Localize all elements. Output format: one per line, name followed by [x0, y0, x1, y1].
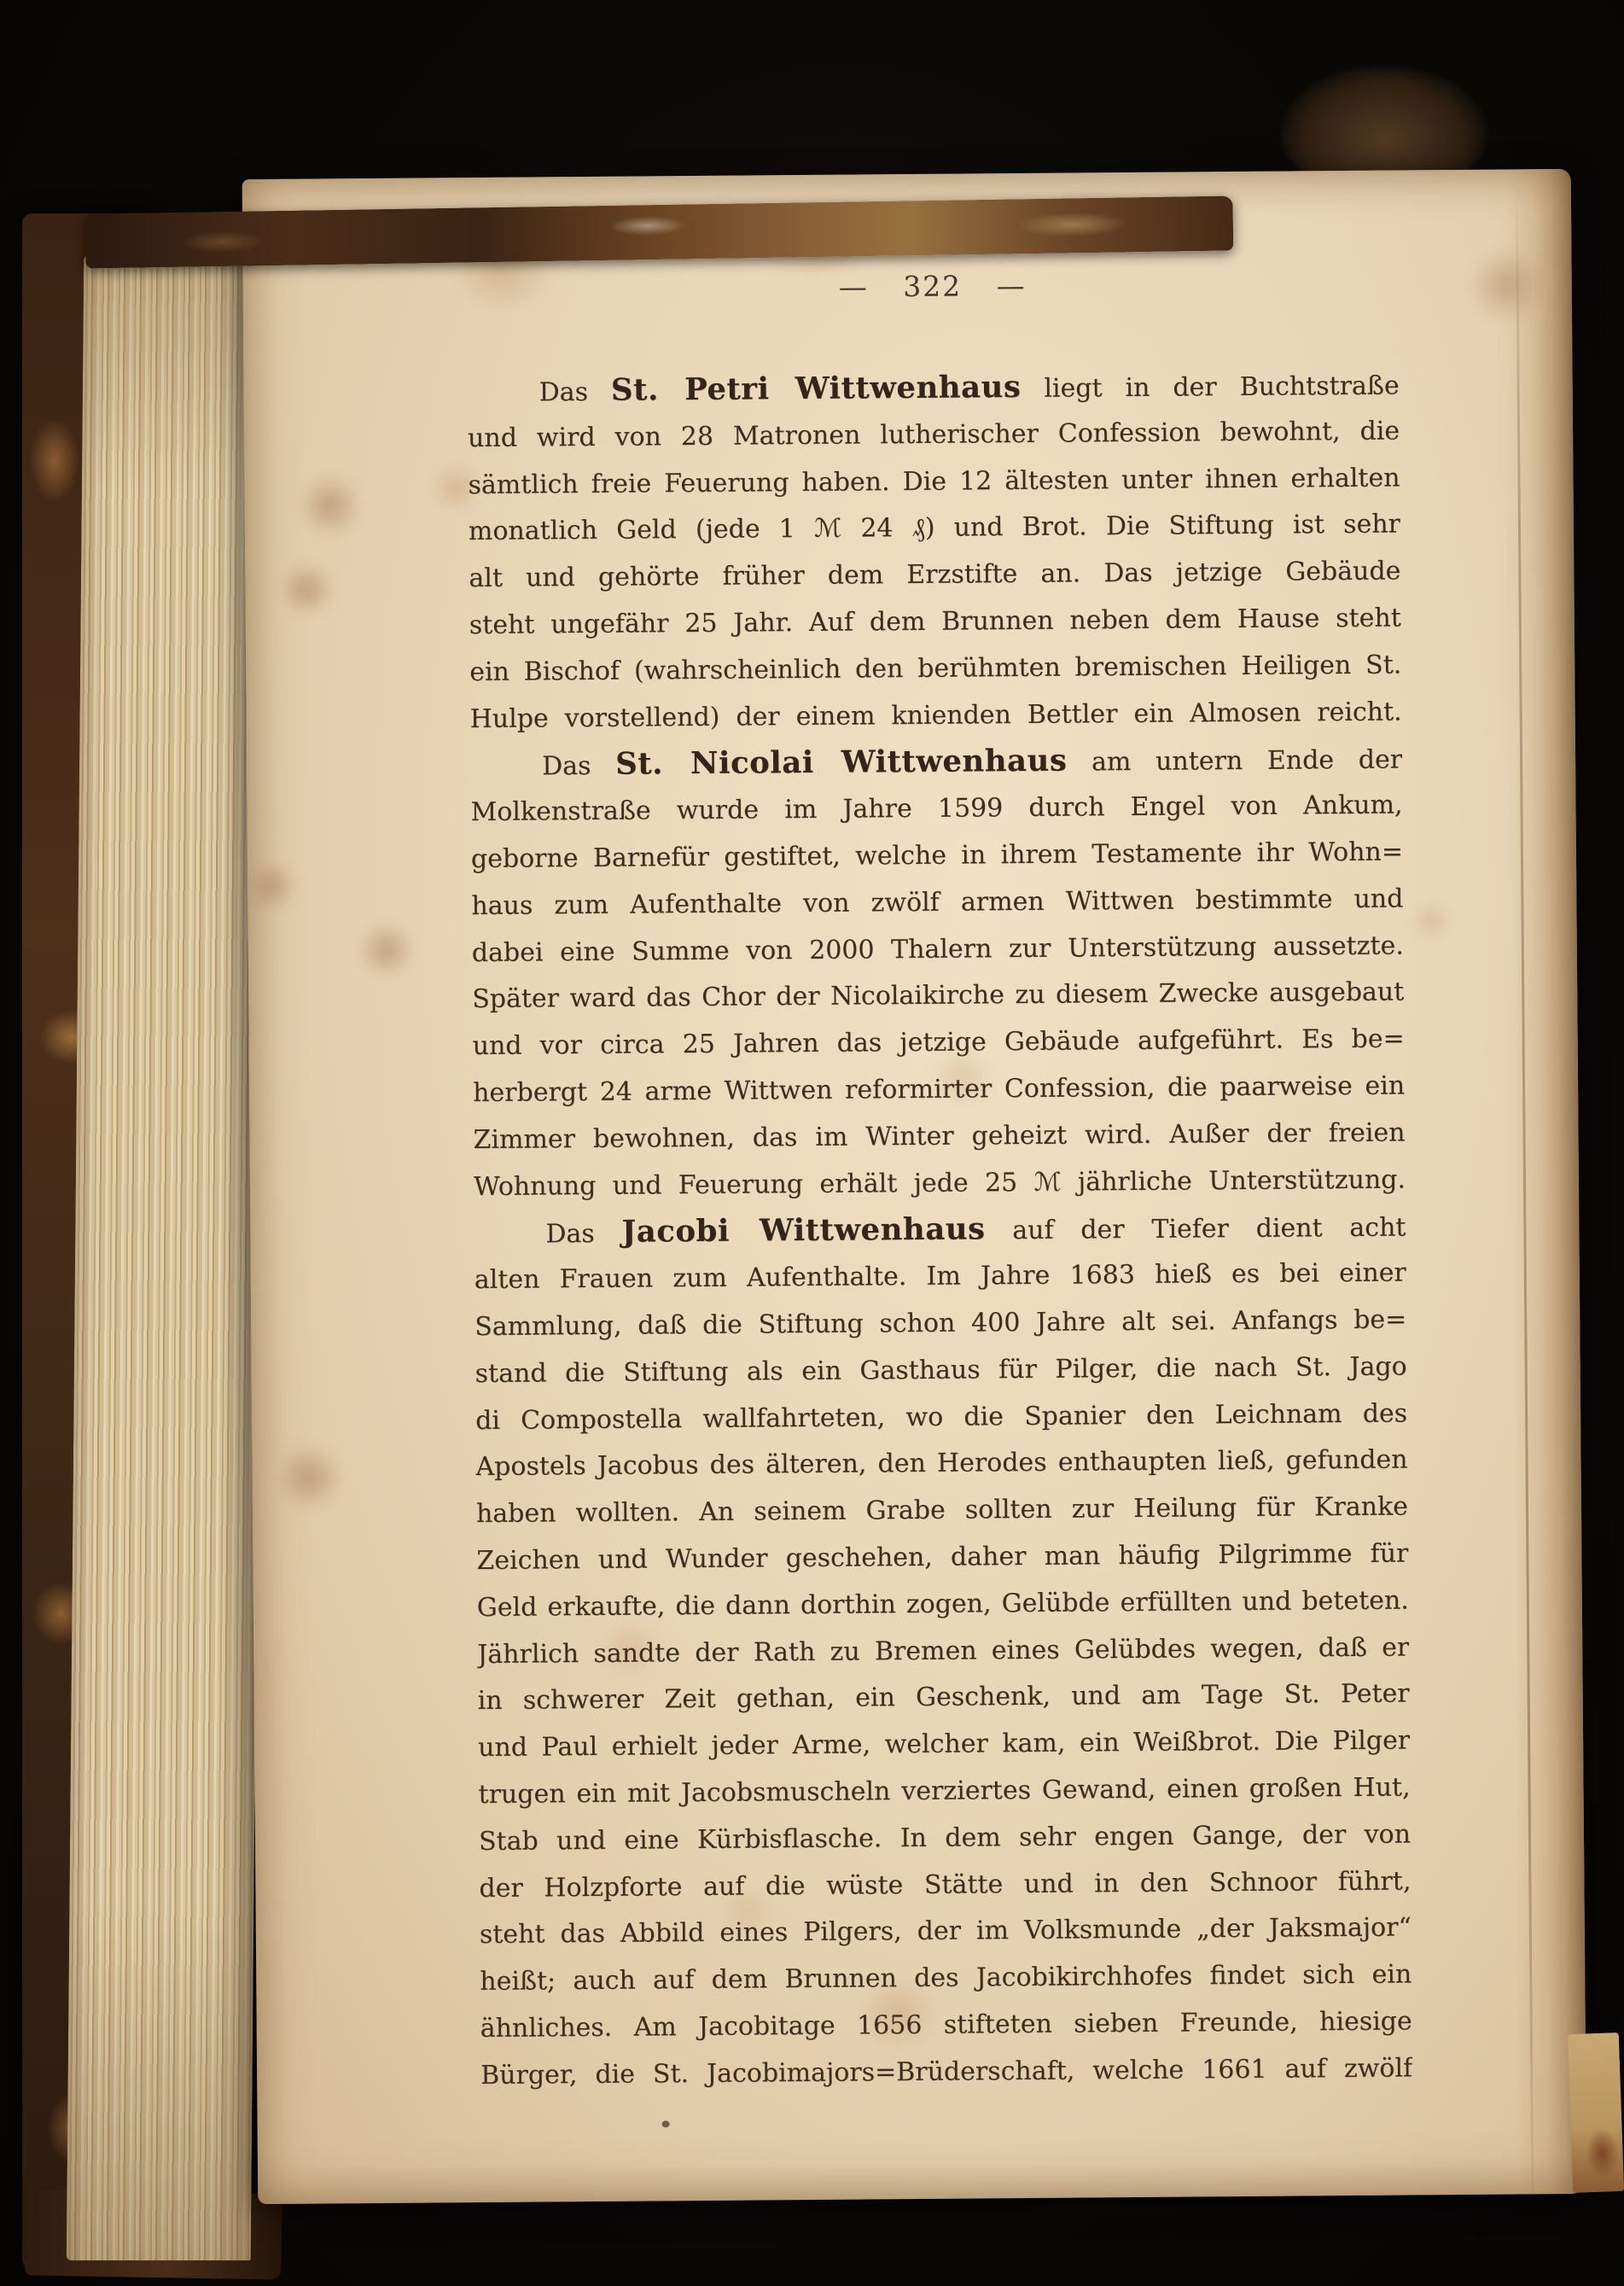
paragraph-text: auf der Tiefer dient acht [1012, 1212, 1406, 1246]
text-line: haus zum Aufenthalte von zwölf armen Wittwen bestimmte und [471, 883, 1404, 921]
text-line: herbergt 24 arme Wittwen reformirter Confession, die paarweise ein [472, 1070, 1406, 1109]
paragraph-lead: Das [541, 751, 591, 782]
stain [279, 561, 335, 618]
paragraph-st-petri-wittwenhaus [467, 362, 1401, 744]
text-line: heißt; auch auf dem Brunnen des Jacobikirchhofes findet sich ein [480, 1959, 1412, 1997]
ink-speck [662, 2120, 670, 2127]
stain [276, 1440, 341, 1514]
text-block [467, 362, 1412, 2100]
text-line: Zimmer bewohnen, das im Winter geheizt wird. Außer der freien [473, 1117, 1406, 1155]
stain [1470, 244, 1544, 327]
text-line: Sammlung, daß die Stiftung schon 400 Jahre alt sei. Anfangs be= [474, 1304, 1407, 1342]
text-line: dabei eine Summe von 2000 Thalern zur Unterstützung aussetzte. [471, 930, 1404, 968]
page-number: — 322 — [838, 268, 1027, 304]
text-line [470, 736, 1402, 790]
text-line: und vor circa 25 Jahren das jetzige Gebäude aufgeführt. Es be= [472, 1023, 1405, 1062]
paragraph-st-nicolai-wittwenhaus [470, 736, 1406, 1211]
text-line: in schwerer Zeit gethan, ein Geschenk, und am Tage St. Peter [477, 1678, 1410, 1717]
text-line: Apostels Jacobus des älteren, den Herodes enthaupten ließ, gefunden [475, 1444, 1408, 1483]
text-line: Jährlich sandte der Rath zu Bremen eines Gelübdes wegen, daß er [477, 1631, 1410, 1670]
text-line [467, 362, 1399, 416]
text-line: Wohnung und Feuerung erhält jede 25 ℳ jährliche Unterstützung. [473, 1164, 1406, 1202]
text-line: ähnliches. Am Jacobitage 1656 stifteten sieben Freunde, hiesige [480, 2006, 1412, 2044]
book-page [242, 169, 1587, 2204]
paragraph-text: liegt in der Buchtstraße [1044, 370, 1400, 404]
text-line: Molkenstraße wurde im Jahre 1599 durch Engel von Ankum, [470, 790, 1403, 828]
page-fold-right-edge [1503, 169, 1587, 2195]
text-line: steht das Abbild eines Pilgers, der im Volksmunde „der Jaksmajor“ [479, 1912, 1412, 1951]
text-line: Später ward das Chor der Nicolaikirche zu diesem Zwecke ausgebaut [472, 977, 1405, 1015]
text-line: Geld erkaufte, die dann dorthin zogen, Gelübde erfüllten und beteten. [476, 1585, 1409, 1623]
text-line: di Compostella wallfahrteten, wo die Spanier den Leichnam des [474, 1398, 1408, 1436]
text-line: und Paul erhielt jeder Arme, welcher kam, ein Weißbrot. Die Pilger [478, 1725, 1411, 1764]
text-line: haben wollten. An seinem Grabe sollten zur Heilung für Kranke [475, 1491, 1409, 1530]
text-line: geborne Barnefür gestiftet, welche in ihrem Testamente ihr Wohn= [470, 837, 1404, 875]
text-line [474, 1204, 1406, 1257]
paragraph-title: St. Nicolai Wittwenhaus [614, 743, 1068, 783]
paragraph-title: Jacobi Wittwenhaus [621, 1211, 986, 1251]
text-line: Bürger, die St. Jacobimajors=Brüderschaft, welche 1661 auf zwölf [480, 2053, 1413, 2091]
text-line: und wird von 28 Matronen lutherischer Confession bewohnt, die [467, 416, 1400, 453]
text-line: steht ungefähr 25 Jahr. Auf dem Brunnen neben dem Hause steht [469, 603, 1401, 641]
text-line: stand die Stiftung als ein Gasthaus für Pilger, die nach St. Jago [474, 1351, 1407, 1389]
text-line: sämtlich freie Feuerung haben. Die 12 ältesten unter ihnen erhalten [468, 463, 1400, 500]
text-line: alten Frauen zum Aufenthalte. Im Jahre 1683 hieß es bei einer [474, 1257, 1406, 1296]
text-line: alt und gehörte früher dem Erzstifte an. Das jetzige Gebäude [469, 556, 1401, 594]
text-line: der Holzpforte auf die wüste Stätte und in den Schnoor führt, [479, 1865, 1412, 1904]
paragraph-title: St. Petri Wittwenhaus [610, 369, 1022, 408]
stain [355, 923, 419, 978]
stain [1406, 902, 1454, 940]
text-line: Hulpe vorstellend) der einem knienden Bettler ein Almosen reicht. [469, 697, 1402, 734]
bottom-right-page-edge [1568, 2032, 1624, 2193]
text-line: Stab und eine Kürbisflasche. In dem sehr engen Gange, der von [478, 1819, 1412, 1857]
paragraph-jacobi-wittwenhaus [474, 1204, 1412, 2100]
paragraph-text: am untern Ende der [1091, 744, 1403, 778]
stain [297, 473, 363, 539]
paragraph-lead: Das [538, 376, 589, 408]
text-line: ein Bischof (wahrscheinlich den berühmten bremischen Heiligen St. [469, 650, 1402, 687]
paragraph-lead: Das [545, 1219, 595, 1250]
page-edges-stack [67, 253, 269, 2260]
text-line: trugen ein mit Jacobsmuscheln verziertes Gewand, einen großen Hut, [478, 1772, 1411, 1810]
text-line: monatlich Geld (jede 1 ℳ 24 ₰) und Brot. Die Stiftung ist sehr [468, 509, 1401, 547]
stain [247, 858, 296, 914]
text-line: Zeichen und Wunder geschehen, daher man häufig Pilgrimme für [476, 1538, 1409, 1576]
